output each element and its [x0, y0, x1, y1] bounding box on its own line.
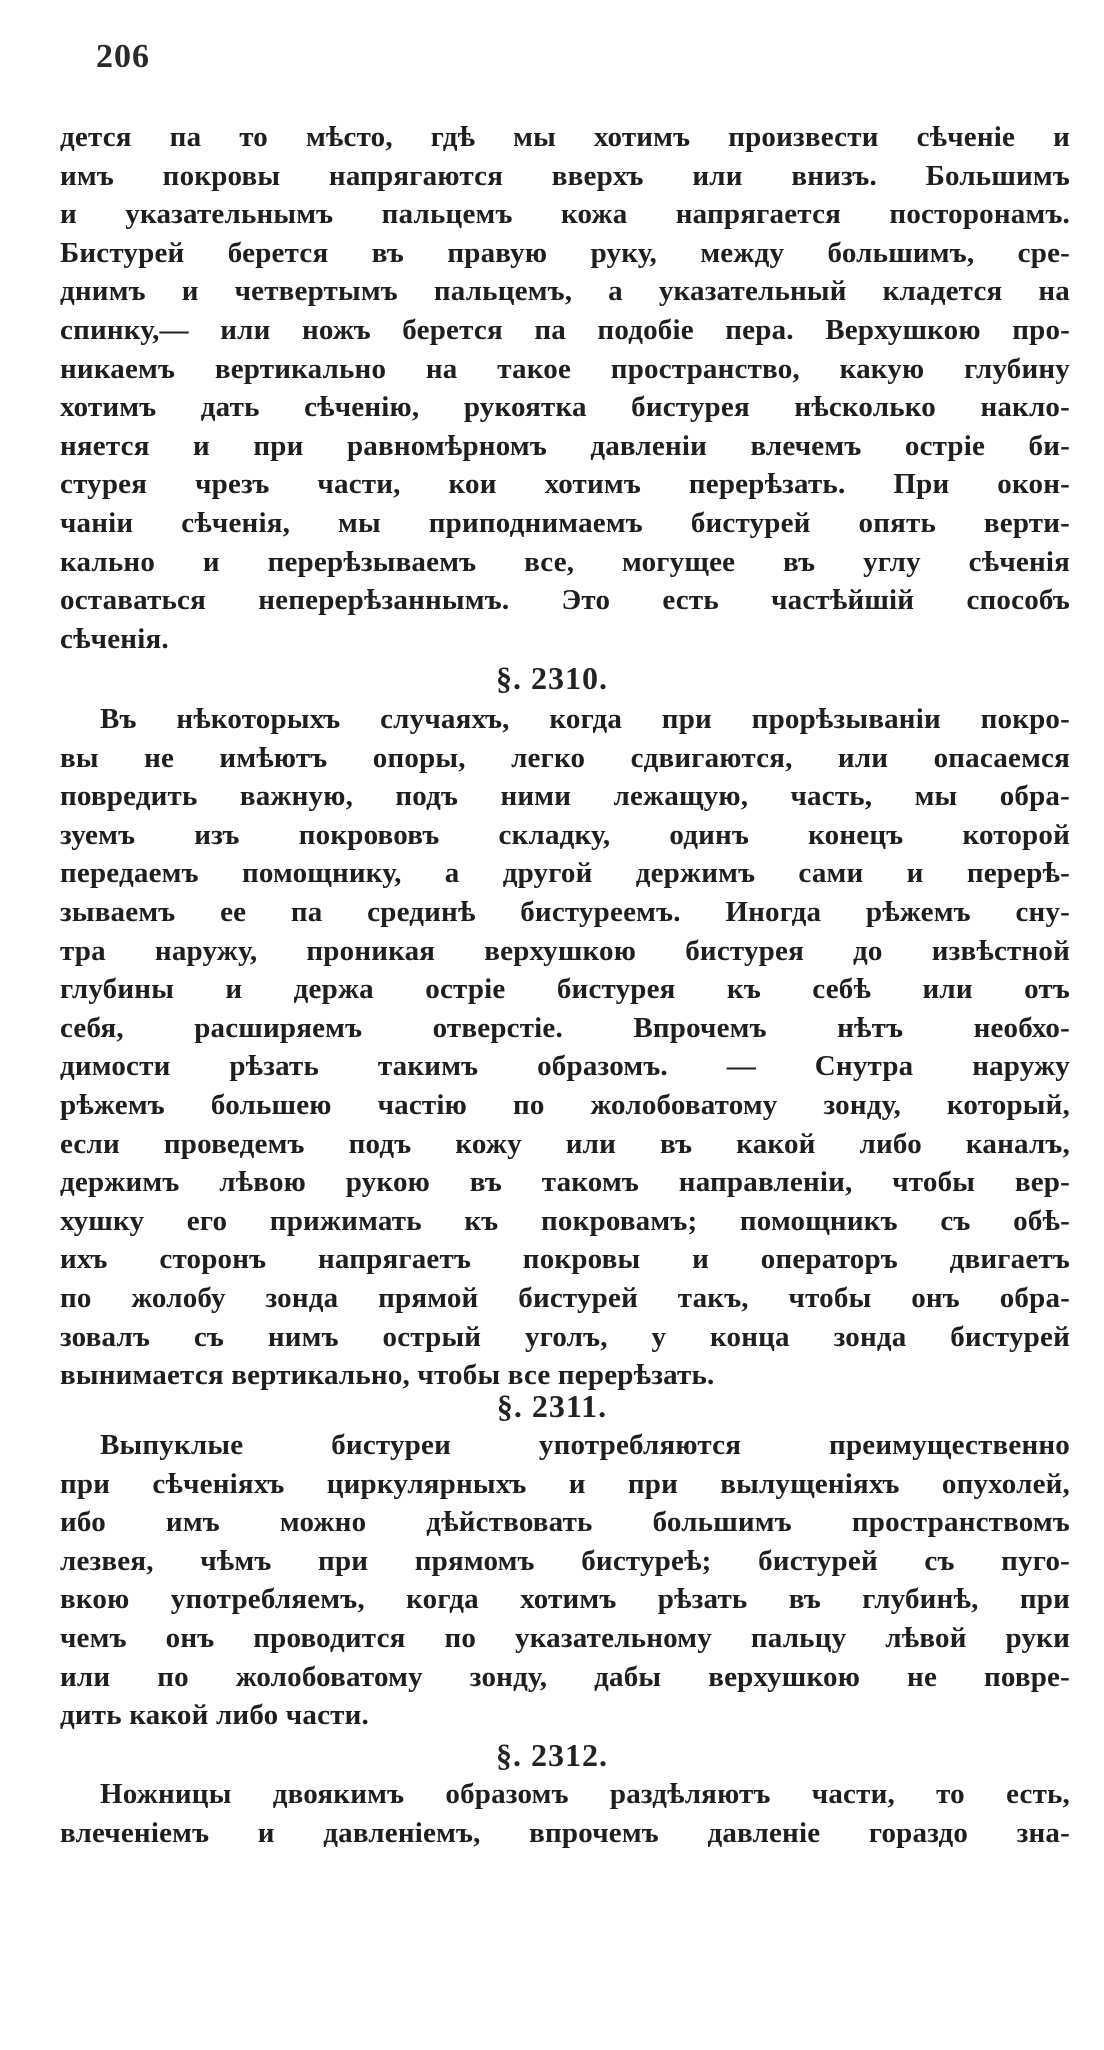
section-heading: §. 2312.: [496, 1737, 608, 1773]
text-line: тра наружу, проникая верхушкою бистурея до извѣстной: [60, 934, 1070, 967]
text-line: Выпуклые бистуреи употребляются преимущественно: [100, 1429, 1070, 1461]
paragraph-2310: [60, 700, 1070, 1395]
text-line: хотимъ дать сѣченію, рукоятка бистурея нѣсколько накло-: [60, 391, 1070, 424]
text-line: передаемъ помощнику, а другой держимъ сами и перерѣ-: [60, 857, 1070, 890]
text-line: вы не имѣютъ опоры, легко сдвигаются, или опасаемся: [60, 741, 1070, 774]
text-line: при сѣченіяхъ циркулярныхъ и при вылущеніяхъ опухолей,: [60, 1467, 1070, 1500]
text-line: кально и перерѣзываемъ все, могущее въ углу сѣченія: [60, 545, 1070, 578]
text-line: никаемъ вертикально на такое пространство, какую глубину: [60, 352, 1070, 385]
text-line: или по жолобоватому зонду, дабы верхушкою не повре-: [60, 1660, 1070, 1693]
text-line: зываемъ ее па срединѣ бистуреемъ. Иногда рѣжемъ сну-: [60, 895, 1070, 928]
page-number: 206: [96, 38, 150, 75]
text-line: себя, расширяемъ отверстіе. Впрочемъ нѣтъ необхо-: [60, 1011, 1070, 1044]
text-line: зовалъ съ нимъ острый уголъ, у конца зонда бистурей: [60, 1320, 1070, 1353]
text-line: днимъ и четвертымъ пальцемъ, а указательный кладется на: [60, 275, 1070, 308]
text-line: лезвея, чѣмъ при прямомъ бистуреѣ; бистурей съ пуго-: [60, 1544, 1070, 1577]
paragraph-2312: [60, 1775, 1070, 1852]
text-line: Въ нѣкоторыхъ случаяхъ, когда при прорѣзываніи покро-: [100, 703, 1070, 735]
text-line: ихъ сторонъ напрягаетъ покровы и операторъ двигаетъ: [60, 1243, 1070, 1276]
paragraph-2311: [60, 1426, 1070, 1735]
text-line: оставаться неперерѣзаннымъ. Это есть частѣйшій способъ: [60, 584, 1070, 617]
text-line: повредить важную, подъ ними лежащую, часть, мы обра-: [60, 780, 1070, 813]
section-heading: §. 2310.: [496, 660, 608, 696]
text-line: рѣжемъ большею частію по жолобоватому зонду, который,: [60, 1088, 1070, 1121]
text-line: ибо имъ можно дѣйствовать большимъ пространствомъ: [60, 1506, 1070, 1539]
text-line: зуемъ изъ покрововъ складку, одинъ конецъ которой: [60, 818, 1070, 851]
text-line: если проведемъ подъ кожу или въ какой либо каналъ,: [60, 1127, 1070, 1160]
text-line: стурея чрезъ части, кои хотимъ перерѣзать. При окон-: [60, 468, 1070, 501]
text-line: Ножницы двоякимъ образомъ раздѣляютъ части, то есть,: [100, 1778, 1070, 1810]
text-line: глубины и держа остріе бистурея къ себѣ или отъ: [60, 973, 1070, 1006]
text-line: дется па то мѣсто, гдѣ мы хотимъ произвести сѣченіе и: [60, 121, 1070, 153]
paragraph-continuation: [60, 118, 1070, 658]
text-line: вынимается вертикально, чтобы все перерѣзать.: [60, 1359, 715, 1392]
text-line: димости рѣзать такимъ образомъ. — Снутра наружу: [60, 1050, 1070, 1083]
text-line: вкою употребляемъ, когда хотимъ рѣзать въ глубинѣ, при: [60, 1583, 1070, 1616]
text-line: чаніи сѣченія, мы приподнимаемъ бистурей опять верти-: [60, 506, 1070, 539]
text-line: чемъ онъ проводится по указательному пальцу лѣвой руки: [60, 1621, 1070, 1654]
text-line: няется и при равномѣрномъ давленіи влечемъ остріе би-: [60, 429, 1070, 462]
section-heading: §. 2311.: [496, 1388, 608, 1424]
text-line: хушку его прижимать къ покровамъ; помощникъ съ обѣ-: [60, 1204, 1070, 1237]
text-line: сѣченія.: [60, 622, 169, 655]
text-line: имъ покровы напрягаются вверхъ или внизъ. Большимъ: [60, 159, 1070, 192]
text-line: по жолобу зонда прямой бистурей такъ, чтобы онъ обра-: [60, 1281, 1070, 1314]
text-line: Бистурей берется въ правую руку, между большимъ, сре-: [60, 236, 1070, 269]
text-line: влеченіемъ и давленіемъ, впрочемъ давленіе гораздо зна-: [60, 1816, 1070, 1849]
text-line: спинку,— или ножъ берется па подобіе пера. Верхушкою про-: [60, 313, 1070, 346]
text-line: держимъ лѣвою рукою въ такомъ направленіи, чтобы вер-: [60, 1166, 1070, 1199]
text-line: дить какой либо части.: [60, 1699, 369, 1732]
text-line: и указательнымъ пальцемъ кожа напрягается посторонамъ.: [60, 198, 1070, 231]
